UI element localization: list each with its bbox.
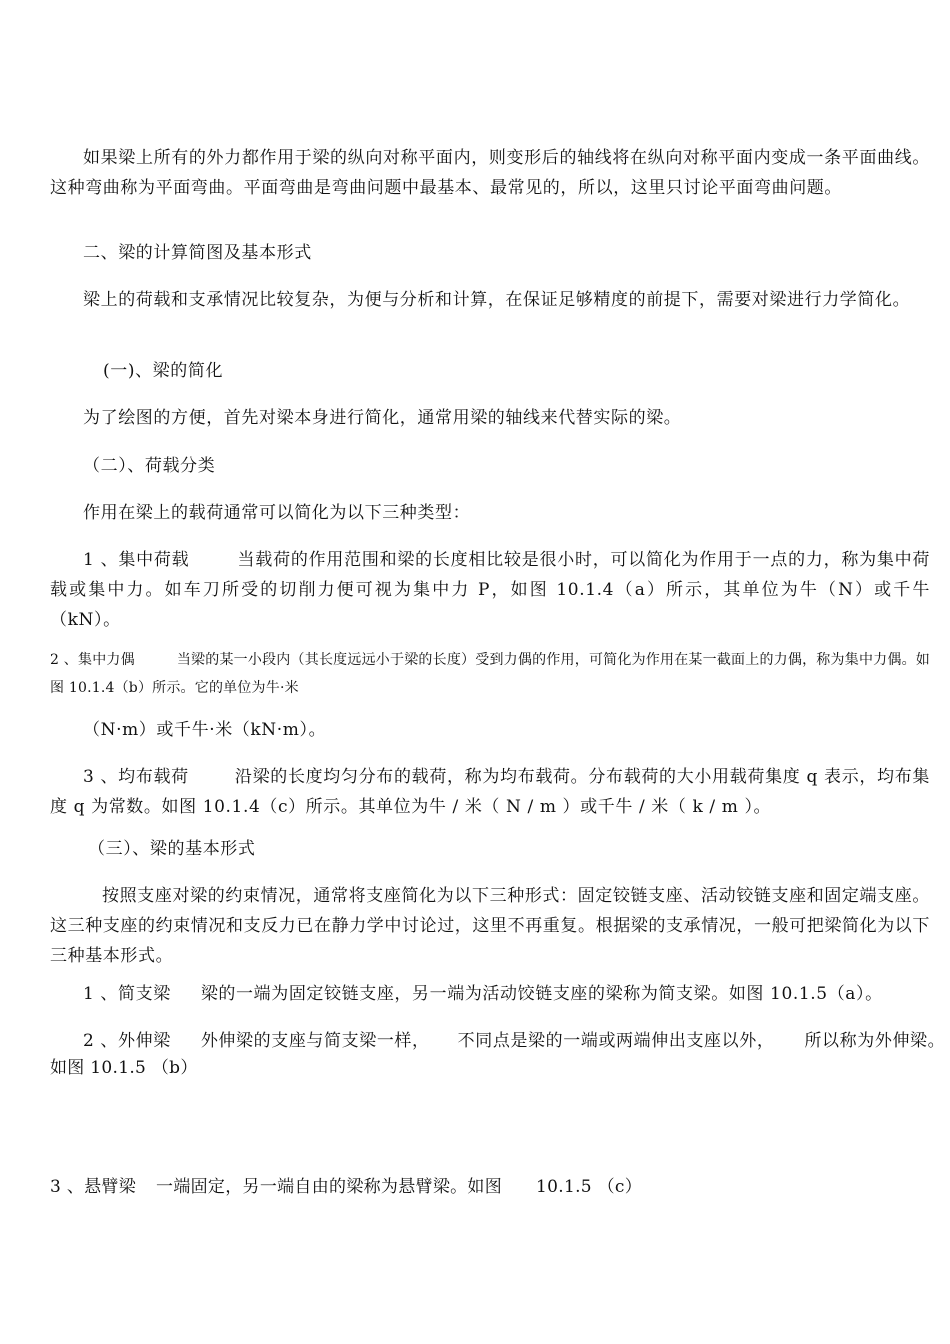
item-text: 当载荷的作用范围和梁的长度相比较是很小时，可以简化为作用于一点的力，称为集中荷载或集中力。如车刀所受的切削力便可视为集中力 P，如图 10.1.4（a）所示，其单位为牛（N）或千牛（kN）。 xyxy=(50,550,931,630)
item-label: 2 、外伸梁 xyxy=(83,1031,171,1051)
item-label: 1 、简支梁 xyxy=(83,984,171,1004)
subheading-beam-simplification: (一)、梁的简化 xyxy=(103,361,224,381)
subheading-load-classification: （二）、荷载分类 xyxy=(83,456,216,476)
paragraph-text: 梁上的荷载和支承情况比较复杂，为便与分析和计算，在保证足够精度的前提下，需要对梁进行力学简化。 xyxy=(83,290,911,310)
item-label: 2 、集中力偶 xyxy=(50,652,135,668)
paragraph-plane-bending xyxy=(50,143,930,203)
item-couple-unit: （N·m）或千牛·米（kN·m）。 xyxy=(83,720,327,740)
item-text: 当梁的某一小段内（其长度远远小于梁的长度）受到力偶的作用，可简化为作用在某一截面上的力偶，称为集中力偶。如图 10.1.4（b）所示。它的单位为牛·米 xyxy=(50,652,930,696)
item-text: 所以称为外伸梁。 xyxy=(804,1031,946,1051)
paragraph-load-types: 作用在梁上的载荷通常可以简化为以下三种类型： xyxy=(83,503,471,523)
item-text: 一端固定，另一端自由的梁称为悬臂梁。如图 xyxy=(156,1177,503,1197)
item-concentrated-load xyxy=(50,545,930,635)
subheading-beam-forms: （三）、梁的基本形式 xyxy=(88,839,256,859)
figure-ref: 10.1.5 （c） xyxy=(536,1177,643,1197)
section-heading-2: 二、梁的计算简图及基本形式 xyxy=(83,243,312,263)
paragraph-axis-replace: 为了绘图的方便，首先对梁本身进行简化，通常用梁的轴线来代替实际的梁。 xyxy=(83,408,682,428)
item-simply-supported-beam xyxy=(83,979,883,1009)
paragraph-simplification-intro xyxy=(50,285,930,315)
item-text: 沿梁的长度均匀分布的载荷，称为均布载荷。分布载荷的大小用载荷集度 q 表示，均布集度 q 为常数。如图 10.1.4（c）所示。其单位为牛 / 米（ N / m ）或千牛 / 米（ k / m ）。 xyxy=(50,767,931,817)
item-overhanging-figure-ref: 如图 10.1.5 （b） xyxy=(50,1058,198,1078)
paragraph-text: 按照支座对梁的约束情况，通常将支座简化为以下三种形式：固定铰链支座、活动铰链支座和固定端支座。这三种支座的约束情况和支反力已在静力学中讨论过，这里不再重复。根据梁的支承情况，一般可把梁简化为以下三种基本形式。 xyxy=(50,886,930,966)
item-text: 外伸梁的支座与简支梁一样， xyxy=(200,1031,430,1051)
item-label: 3 、均布载荷 xyxy=(83,767,189,787)
item-uniform-load xyxy=(50,762,930,822)
item-text: 不同点是梁的一端或两端伸出支座以外， xyxy=(457,1031,775,1051)
item-label: 1 、集中荷载 xyxy=(83,550,190,570)
paragraph-text: 如果梁上所有的外力都作用于梁的纵向对称平面内，则变形后的轴线将在纵向对称平面内变成一条平面曲线。这种弯曲称为平面弯曲。平面弯曲是弯曲问题中最基本、最常见的，所以，这里只讨论平面弯曲问题。 xyxy=(50,148,930,198)
item-concentrated-couple xyxy=(50,646,930,702)
item-overhanging-beam xyxy=(83,1026,945,1056)
item-text: 梁的一端为固定铰链支座，另一端为活动饺链支座的梁称为简支梁。如图 10.1.5（a）。 xyxy=(200,984,883,1004)
item-label: 3 、悬臂梁 xyxy=(50,1177,137,1197)
paragraph-support-forms xyxy=(50,881,930,971)
item-cantilever-beam xyxy=(50,1172,642,1202)
